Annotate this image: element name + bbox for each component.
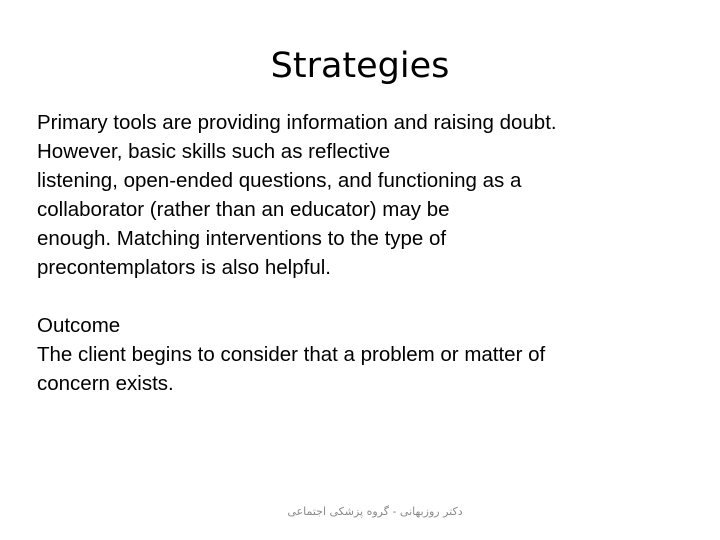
slide-title: Strategies (270, 46, 450, 86)
outcome-heading: Outcome (37, 314, 121, 337)
body-line: listening, open-ended questions, and functioning as a (37, 169, 522, 192)
paragraph-gap (37, 282, 697, 311)
body-line: However, basic skills such as reflective (37, 140, 391, 163)
slide-body (37, 108, 697, 398)
body-line: concern exists. (37, 372, 174, 395)
body-line: The client begins to consider that a problem or matter of (37, 343, 546, 366)
body-line: precontemplators is also helpful. (37, 256, 331, 279)
body-line: collaborator (rather than an educator) may be (37, 198, 450, 221)
body-line: Primary tools are providing information and raising doubt. (37, 111, 557, 134)
slide-footer: دکتر روزبهانی - گروه پزشکی اجتماعی (287, 505, 463, 518)
body-line: enough. Matching interventions to the type of (37, 227, 447, 250)
